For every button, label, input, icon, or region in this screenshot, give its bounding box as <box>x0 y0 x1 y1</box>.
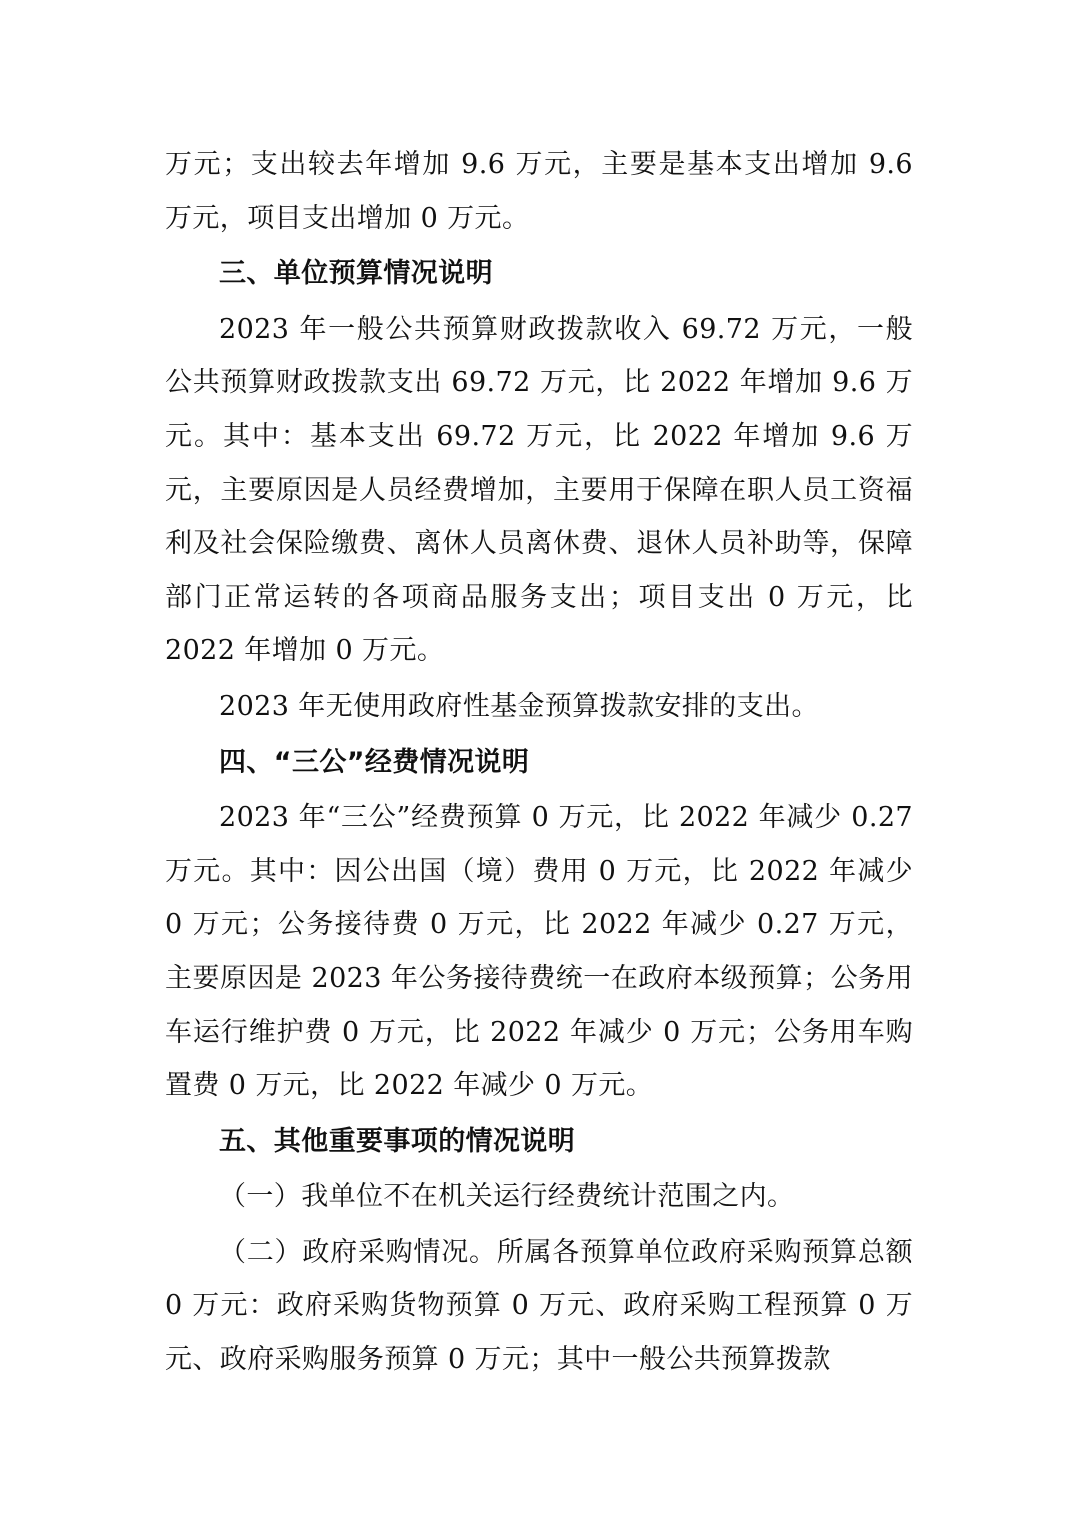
paragraph-unit-budget: 2023 年一般公共预算财政拨款收入 69.72 万元，一般公共预算财政拨款支出 69.72 万元，比 2022 年增加 9.6 万元。其中：基本支出 69.72 万元，比 2022 年增加 9.6 万元，主要原因是人员经费增加，主要用于保障在职人员工资福利及社会保险缴费、离休人员离休费、退休人员补助等，保障部门正常运转的各项商品服务支出；项目支出 0 万元，比 2022 年增加 0 万元。 <box>165 313 913 667</box>
paragraph-procurement: （二）政府采购情况。所属各预算单位政府采购预算总额 0 万元：政府采购货物预算 0 万元、政府采购工程预算 0 万元、政府采购服务预算 0 万元；其中一般公共预算拨款 <box>165 1236 913 1376</box>
section-heading-unit-budget: 三、单位预算情况说明 <box>219 258 493 290</box>
paragraph-three-public: 2023 年“三公”经费预算 0 万元，比 2022 年减少 0.27 万元。其中：因公出国（境）费用 0 万元，比 2022 年减少 0 万元；公务接待费 0 万元，比 2022 年减少 0.27 万元，主要原因是 2023 年公务接待费统一在政府本级预算；公务用车运行维护费 0 万元，比 2022 年减少 0 万元；公务用车购置费 0 万元，比 2022 年减少 0 万元。 <box>165 802 913 1102</box>
paragraph-continuation: 万元；支出较去年增加 9.6 万元，主要是基本支出增加 9.6 万元，项目支出增加 0 万元。 <box>165 149 913 234</box>
paragraph-government-fund: 2023 年无使用政府性基金预算拨款安排的支出。 <box>219 690 819 722</box>
section-heading-other-matters: 五、其他重要事项的情况说明 <box>219 1125 576 1157</box>
paragraph-operating-funds: （一）我单位不在机关运行经费统计范围之内。 <box>219 1181 795 1213</box>
document-page <box>165 138 913 1389</box>
section-heading-three-public: 四、“三公”经费情况说明 <box>219 746 530 778</box>
